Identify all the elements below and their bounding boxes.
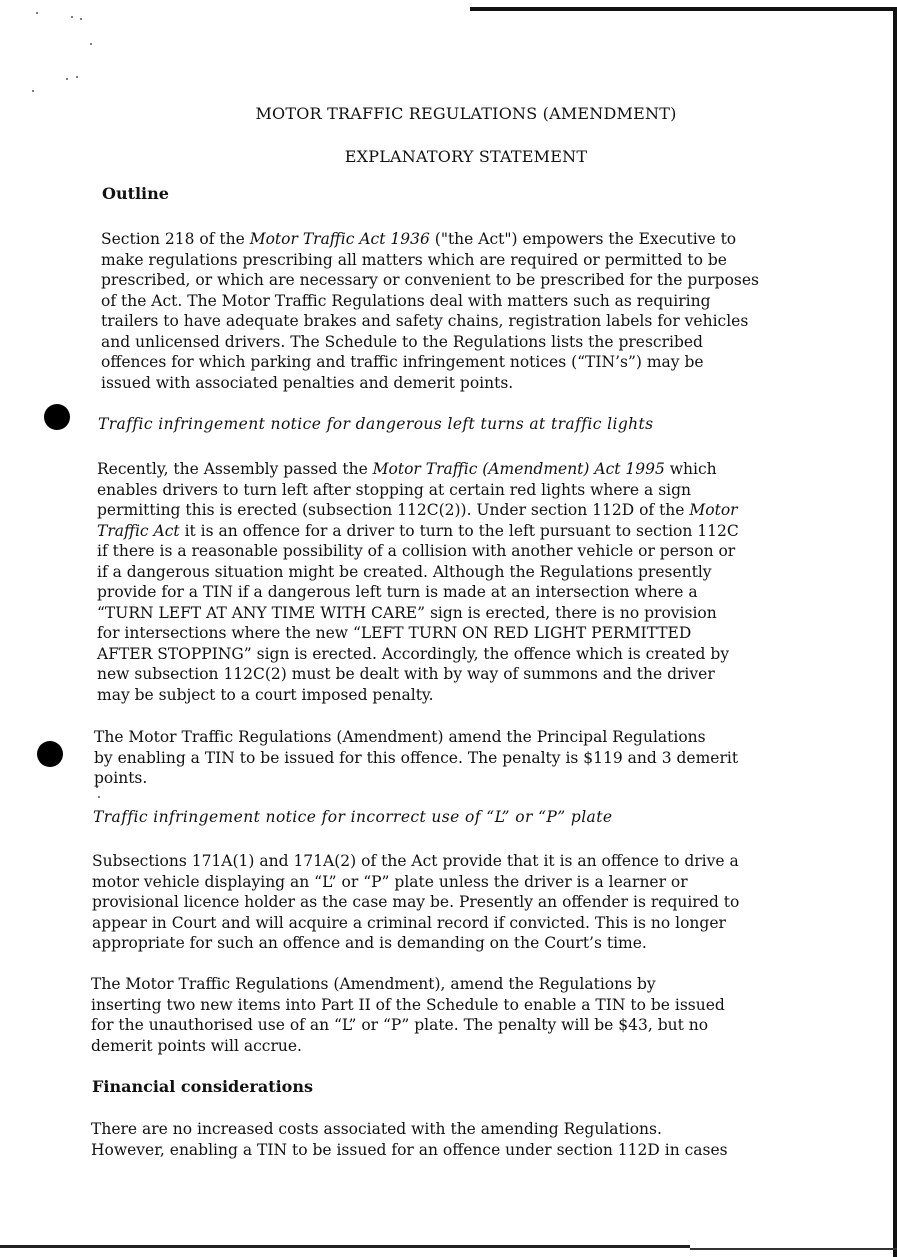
scan-speck — [66, 78, 68, 80]
paragraph-line: appear in Court and will acquire a criminal record if convicted. This is no longer — [92, 913, 726, 932]
paragraph-line: for intersections where the new “LEFT TURN ON RED LIGHT PERMITTED — [97, 624, 692, 642]
scan-speck — [36, 12, 38, 14]
paragraph-line: new subsection 112C(2) must be dealt with by way of summons and the driver — [97, 665, 715, 683]
paragraph-line: provisional licence holder as the case may be. Presently an offender is required to — [92, 893, 740, 911]
paragraph-line: if a dangerous situation might be created. Although the Regulations presently — [97, 562, 712, 581]
paragraph-line: make regulations prescribing all matters which are required or permitted to be — [101, 250, 727, 269]
paragraph-line — [97, 521, 739, 542]
scan-speck — [76, 76, 78, 78]
text-run: Recently, the Assembly passed the — [97, 460, 373, 478]
scan-speck — [98, 796, 100, 798]
paragraph-line: The Motor Traffic Regulations (Amendment), amend the Regulations by — [91, 975, 656, 993]
document-subtitle: EXPLANATORY STATEMENT — [344, 147, 588, 166]
paragraph-line: AFTER STOPPING” sign is erected. Accordingly, the offence which is created by — [97, 644, 730, 663]
document-title: MOTOR TRAFFIC REGULATIONS (AMENDMENT) — [255, 104, 677, 123]
text-run: ("the Act") empowers the Executive to — [429, 230, 737, 248]
left-turn-paragraph-2 — [94, 727, 738, 789]
scan-edge-bottom-right — [690, 1248, 897, 1250]
section-heading-financial: Financial considerations — [92, 1077, 313, 1096]
scan-edge-top — [470, 7, 897, 11]
paragraph-line: appropriate for such an offence and is demanding on the Court’s time. — [92, 934, 647, 952]
financial-paragraph-1 — [91, 1119, 728, 1160]
paragraph-line: and unlicensed drivers. The Schedule to the Regulations lists the prescribed — [101, 332, 703, 351]
section-heading-lp-plate: Traffic infringement notice for incorrect use of “L” or “P” plate — [93, 808, 613, 826]
text-run: which — [664, 460, 717, 478]
scan-edge-bottom — [0, 1245, 690, 1248]
section-heading-left-turn: Traffic infringement notice for dangerous left turns at traffic lights — [98, 415, 654, 433]
paragraph-line: issued with associated penalties and demerit points. — [101, 373, 514, 392]
left-turn-paragraph-1 — [97, 459, 739, 705]
paragraph-line: of the Act. The Motor Traffic Regulations deal with matters such as requiring — [101, 291, 711, 310]
outline-paragraph — [101, 229, 759, 393]
act-title: Motor Traffic Act 1936 — [249, 230, 430, 248]
lp-plate-paragraph-1 — [92, 851, 739, 954]
paragraph-line: trailers to have adequate brakes and safety chains, registration labels for vehicles — [101, 312, 749, 330]
paragraph-line: demerit points will accrue. — [91, 1036, 302, 1055]
paragraph-line: points. — [94, 769, 148, 787]
paragraph-line — [97, 459, 739, 480]
paragraph-line — [97, 500, 739, 521]
paragraph-line: inserting two new items into Part II of the Schedule to enable a TIN to be issued — [91, 995, 725, 1014]
paragraph-line: There are no increased costs associated with the amending Regulations. — [91, 1120, 662, 1138]
lp-plate-paragraph-2 — [91, 974, 725, 1056]
text-run: permitting this is erected (subsection 112C(2)). Under section 112D of the — [97, 501, 690, 519]
scan-edge-right — [893, 9, 897, 1257]
paragraph-line — [101, 229, 759, 250]
paragraph-line: The Motor Traffic Regulations (Amendment) amend the Principal Regulations — [94, 728, 706, 746]
act-title: Traffic Act — [97, 521, 180, 540]
act-title: Motor Traffic (Amendment) Act 1995 — [372, 460, 665, 478]
act-title: Motor — [689, 501, 738, 519]
paragraph-line: offences for which parking and traffic infringement notices (“TIN’s”) may be — [101, 353, 704, 371]
paragraph-line: enables drivers to turn left after stopping at certain red lights where a sign — [97, 480, 692, 499]
paragraph-line: for the unauthorised use of an “L” or “P” plate. The penalty will be $43, but no — [91, 1016, 709, 1034]
punch-hole — [37, 741, 63, 767]
paragraph-line: prescribed, or which are necessary or convenient to be prescribed for the purposes — [101, 271, 760, 289]
text-run: Section 218 of the — [101, 230, 250, 248]
paragraph-line: provide for a TIN if a dangerous left turn is made at an intersection where a — [97, 583, 698, 601]
paragraph-line: However, enabling a TIN to be issued for an offence under section 112D in cases — [91, 1140, 728, 1159]
paragraph-line: Subsections 171A(1) and 171A(2) of the Act provide that it is an offence to drive a — [92, 852, 739, 870]
text-run: it is an offence for a driver to turn to the left pursuant to section 112C — [179, 521, 739, 540]
punch-hole — [44, 404, 70, 430]
scan-speck — [32, 90, 34, 92]
paragraph-line: “TURN LEFT AT ANY TIME WITH CARE” sign is erected, there is no provision — [97, 603, 717, 622]
paragraph-line: by enabling a TIN to be issued for this offence. The penalty is $119 and 3 demerit — [94, 748, 739, 767]
paragraph-line: motor vehicle displaying an “L” or “P” plate unless the driver is a learner or — [92, 872, 688, 891]
scan-speck — [90, 43, 92, 45]
paragraph-line: may be subject to a court imposed penalty. — [97, 685, 434, 704]
section-heading-outline: Outline — [102, 184, 169, 203]
scan-speck — [71, 16, 73, 18]
paragraph-line: if there is a reasonable possibility of a collision with another vehicle or person or — [97, 542, 736, 560]
scan-speck — [80, 18, 82, 20]
